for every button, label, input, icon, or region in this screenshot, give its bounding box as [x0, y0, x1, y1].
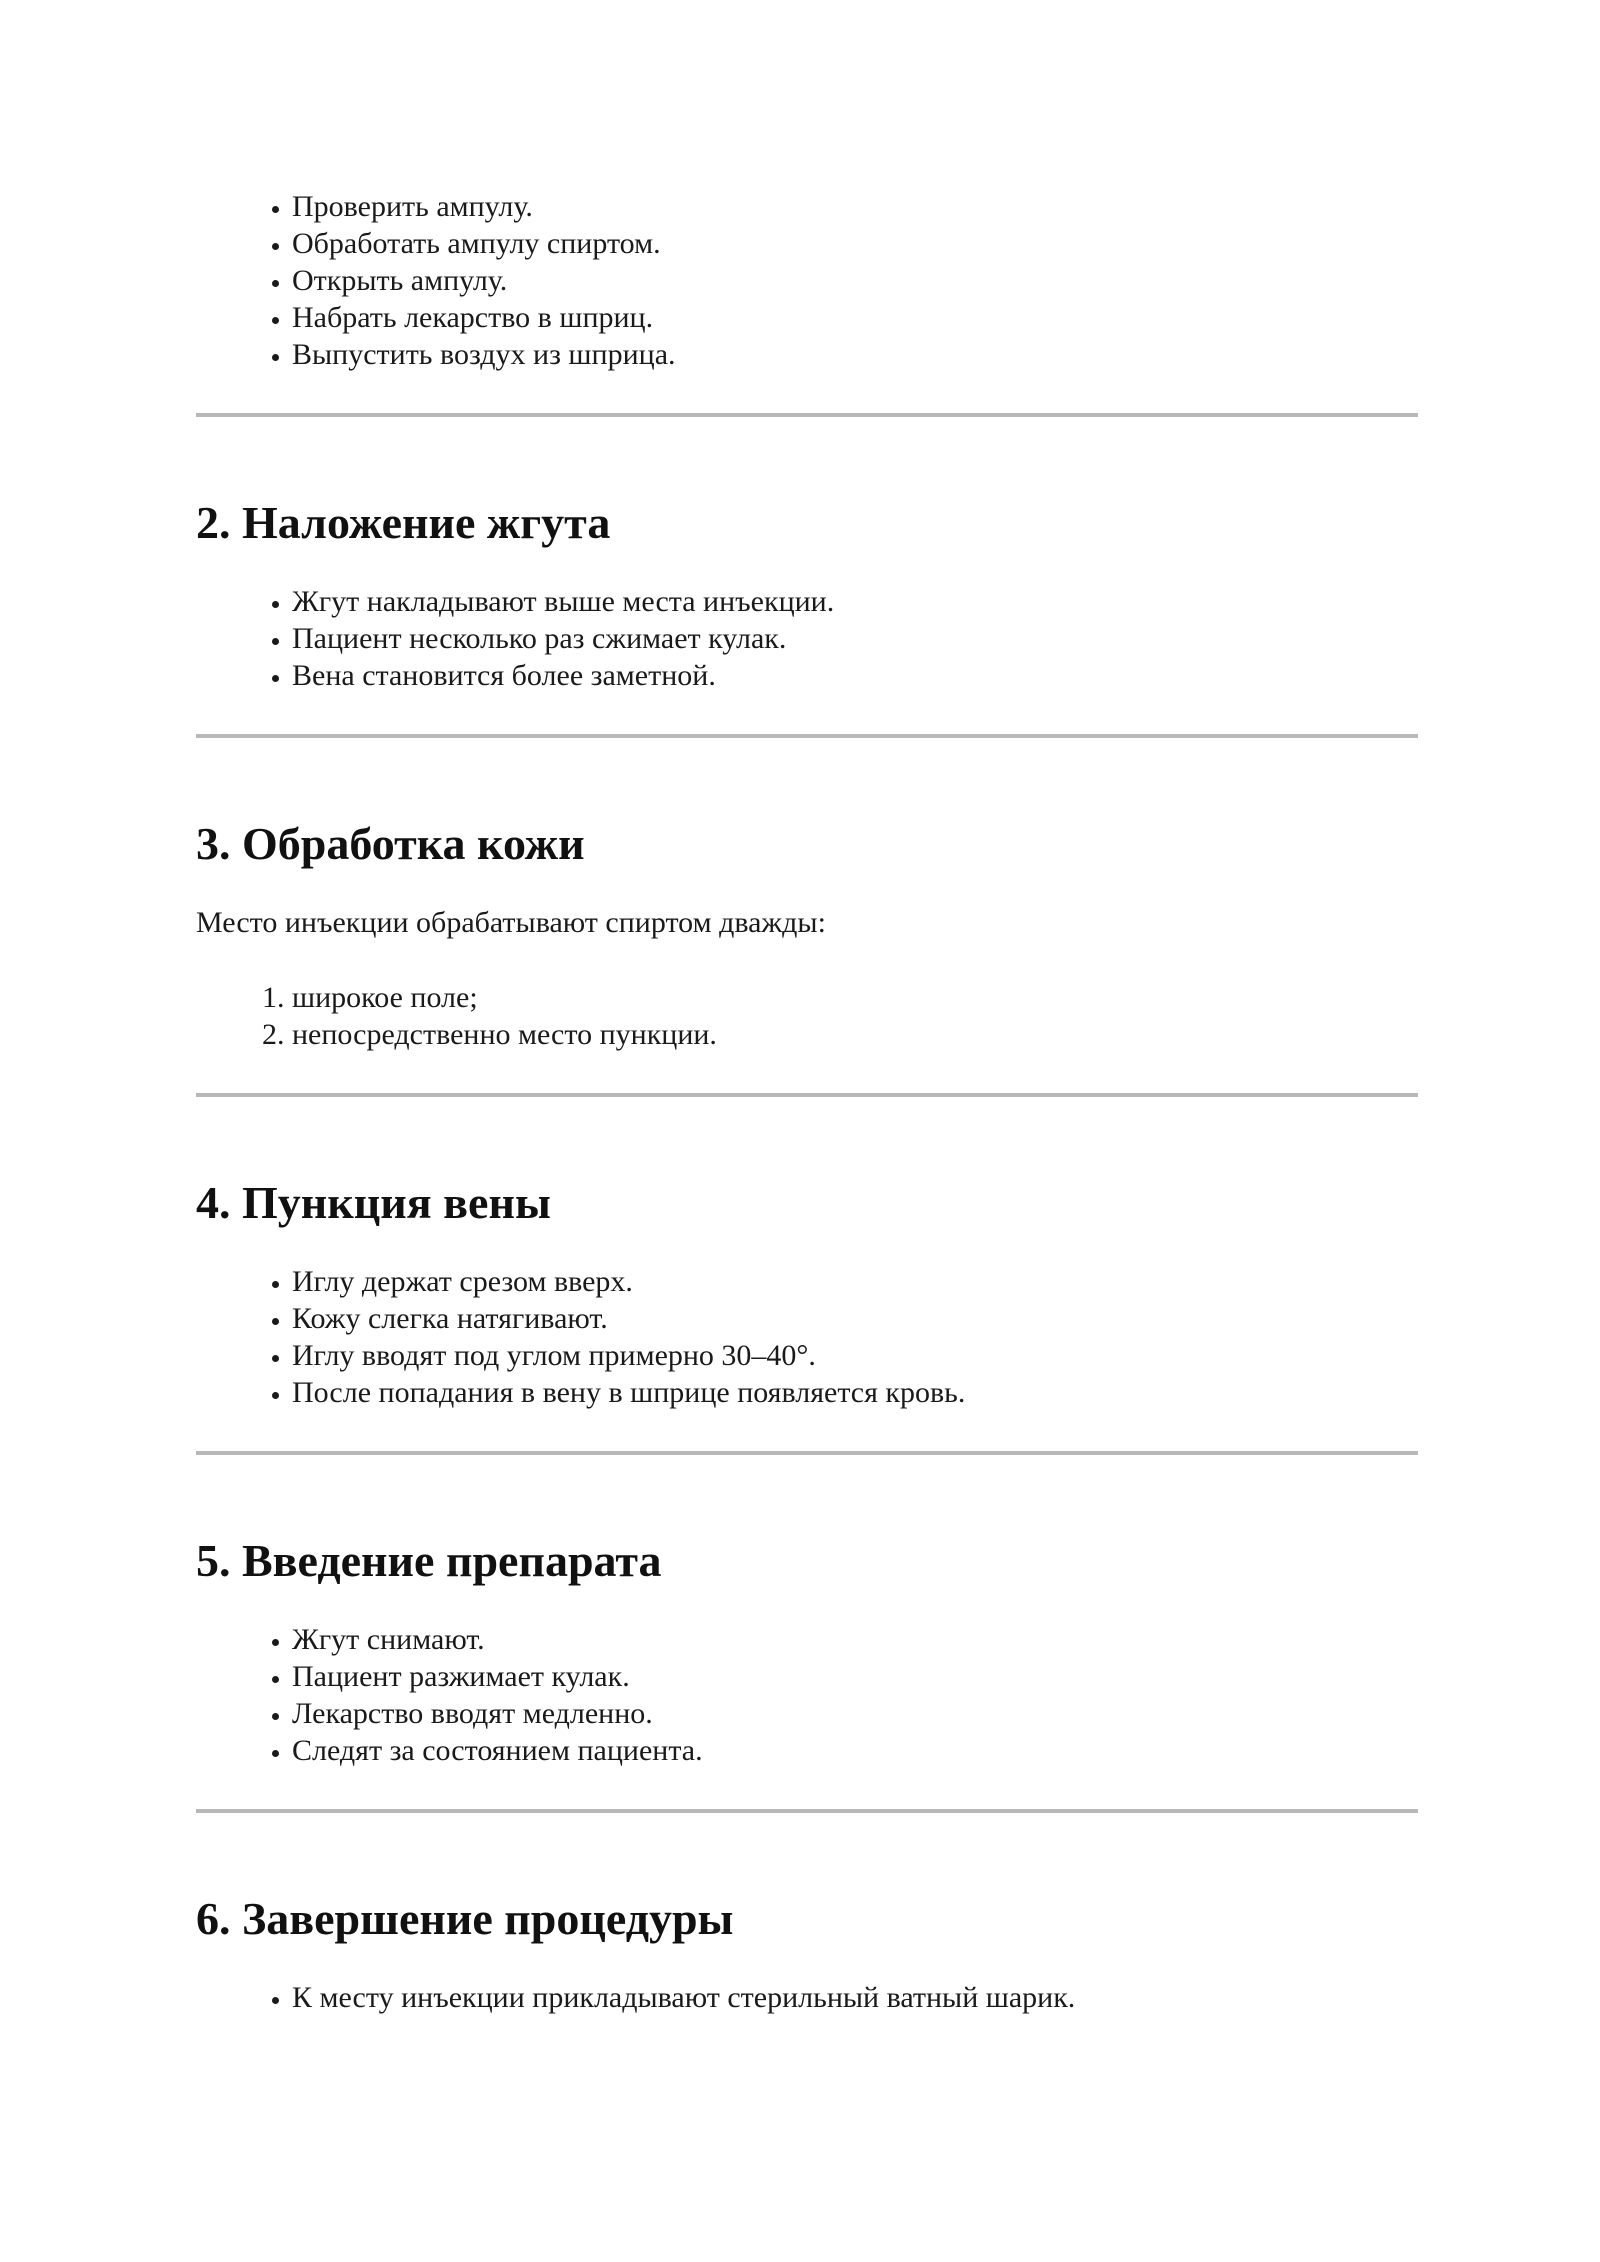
list-item: • Открыть ампулу.: [292, 262, 1418, 299]
section-heading-vein-puncture: 4. Пункция вены: [196, 1177, 551, 1228]
document-page: [196, 180, 1418, 2016]
section-heading-tourniquet: 2. Наложение жгута: [196, 497, 611, 548]
tourniquet-list: [196, 583, 1418, 694]
section-divider: [196, 1809, 1418, 1813]
list-item: • Иглу держат срезом вверх.: [292, 1263, 1418, 1300]
list-item: • Набрать лекарство в шприц.: [292, 299, 1418, 336]
drug-administration-list: [196, 1621, 1418, 1769]
procedure-completion-list: [196, 1979, 1418, 2016]
list-item: • Лекарство вводят медленно.: [292, 1695, 1418, 1732]
section-divider: [196, 1451, 1418, 1455]
list-item: 2. непосредственно место пункции.: [292, 1016, 1418, 1053]
section-divider: [196, 734, 1418, 738]
list-item: • Обработать ампулу спиртом.: [292, 225, 1418, 262]
section-heading-skin-treatment: 3. Обработка кожи: [196, 818, 585, 869]
list-item: • Жгут накладывают выше места инъекции.: [292, 583, 1418, 620]
skin-treatment-paragraph: Место инъекции обрабатывают спиртом дважды:: [196, 906, 826, 939]
list-item: • Выпустить воздух из шприца.: [292, 336, 1418, 373]
list-item: • Вена становится более заметной.: [292, 657, 1418, 694]
ampoule-steps-list: [196, 188, 1418, 373]
list-item: • Пациент разжимает кулак.: [292, 1658, 1418, 1695]
section-heading-drug-administration: 5. Введение препарата: [196, 1535, 662, 1586]
list-item: • Кожу слегка натягивают.: [292, 1300, 1418, 1337]
list-item: • Пациент несколько раз сжимает кулак.: [292, 620, 1418, 657]
section-heading-procedure-completion: 6. Завершение процедуры: [196, 1893, 734, 1944]
list-item: • Иглу вводят под углом примерно 30–40°.: [292, 1337, 1418, 1374]
list-item: • Проверить ампулу.: [292, 188, 1418, 225]
section-divider: [196, 1093, 1418, 1097]
vein-puncture-list: [196, 1263, 1418, 1411]
list-item: • После попадания в вену в шприце появляется кровь.: [292, 1374, 1418, 1411]
section-divider: [196, 413, 1418, 417]
list-item: • Следят за состоянием пациента.: [292, 1732, 1418, 1769]
skin-treatment-ordered-list: [196, 979, 1418, 1053]
list-item: 1. широкое поле;: [292, 979, 1418, 1016]
list-item: • К месту инъекции прикладывают стерильный ватный шарик.: [292, 1979, 1418, 2016]
list-item: • Жгут снимают.: [292, 1621, 1418, 1658]
